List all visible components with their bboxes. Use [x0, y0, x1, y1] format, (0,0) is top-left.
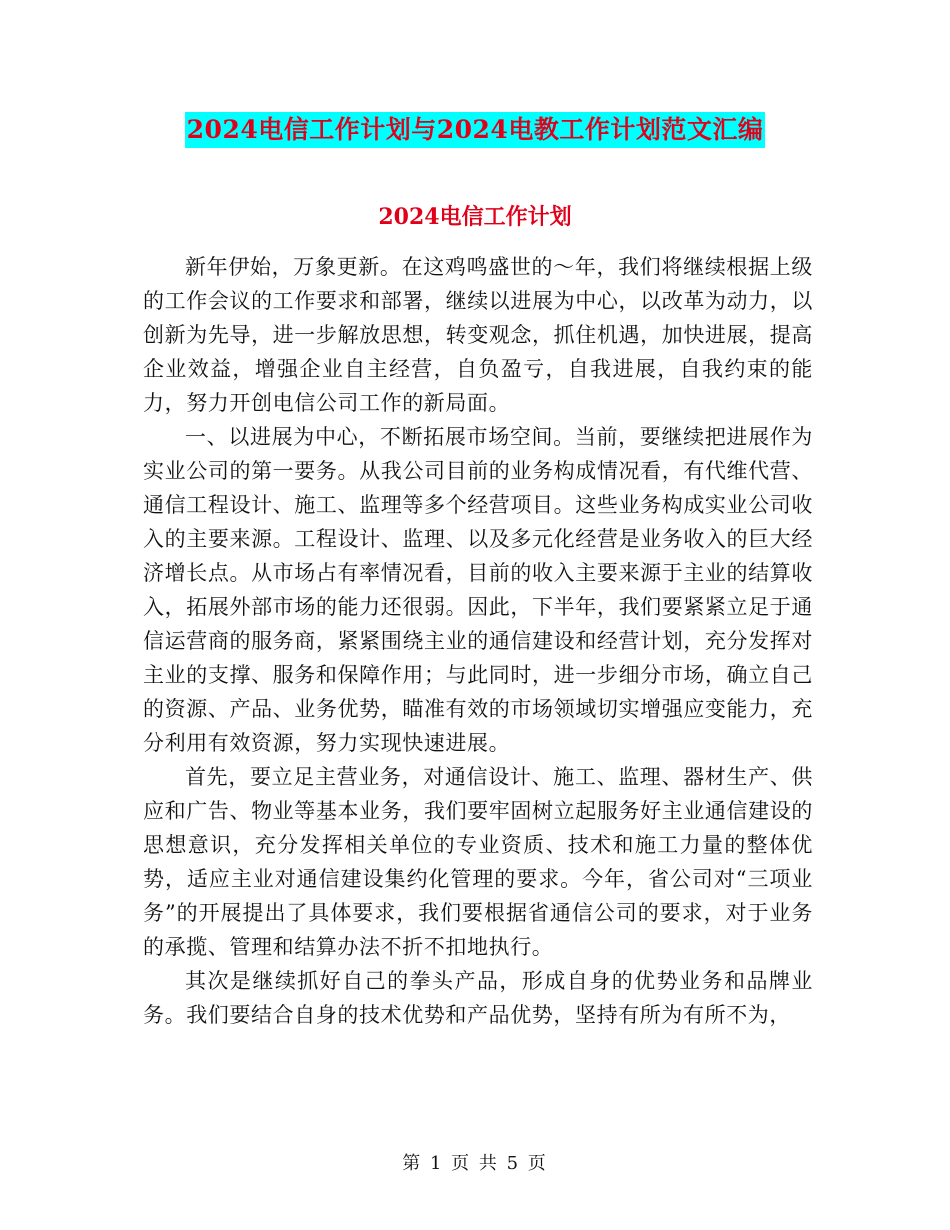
- paragraph: 其次是继续抓好自己的拳头产品，形成自身的优势业务和品牌业务。我们要结合自身的技术优势和产品优势，坚持有所为有所不为，: [143, 969, 813, 1027]
- document-body: [143, 250, 813, 1032]
- paragraph: 首先，要立足主营业务，对通信设计、施工、监理、器材生产、供应和广告、物业等基本业务，我们要牢固树立起服务好主业通信建设的思想意识，充分发挥相关单位的专业资质、技术和施工力量的整体优势，适应主业对通信建设集约化管理的要求。今年，省公司对“三项业务”的开展提出了具体要求，我们要根据省通信公司的要求，对于业务的承揽、管理和结算办法不折不扣地执行。: [143, 765, 813, 959]
- document-title-container: [0, 112, 950, 148]
- paragraph: 一、以进展为中心，不断拓展市场空间。当前，要继续把进展作为实业公司的第一要务。从我公司目前的业务构成情况看，有代维代营、通信工程设计、施工、监理等多个经营项目。这些业务构成实业公司收入的主要来源。工程设计、监理、以及多元化经营是业务收入的巨大经济增长点。从市场占有率情况看，目前的收入主要来源于主业的结算收入，拓展外部市场的能力还很弱。因此，下半年，我们要紧紧立足于通信运营商的服务商，紧紧围绕主业的通信建设和经营计划，充分发挥对主业的支撑、服务和保障作用；与此同时，进一步细分市场，确立自己的资源、产品、业务优势，瞄准有效的市场领域切实增强应变能力，充分利用有效资源，努力实现快速进展。: [143, 425, 813, 755]
- document-title: 2024电信工作计划与2024电教工作计划范文汇编: [185, 112, 766, 148]
- paragraph: 新年伊始，万象更新。在这鸡鸣盛世的～年，我们将继续根据上级的工作会议的工作要求和部署，继续以进展为中心，以改革为动力，以创新为先导，进一步解放思想，转变观念，抓住机遇，加快进展，提高企业效益，增强企业自主经营，自负盈亏，自我进展，自我约束的能力，努力开创电信公司工作的新局面。: [143, 255, 813, 415]
- page-footer: 第 1 页 共 5 页: [402, 1153, 548, 1174]
- section-title: 2024电信工作计划: [378, 204, 572, 230]
